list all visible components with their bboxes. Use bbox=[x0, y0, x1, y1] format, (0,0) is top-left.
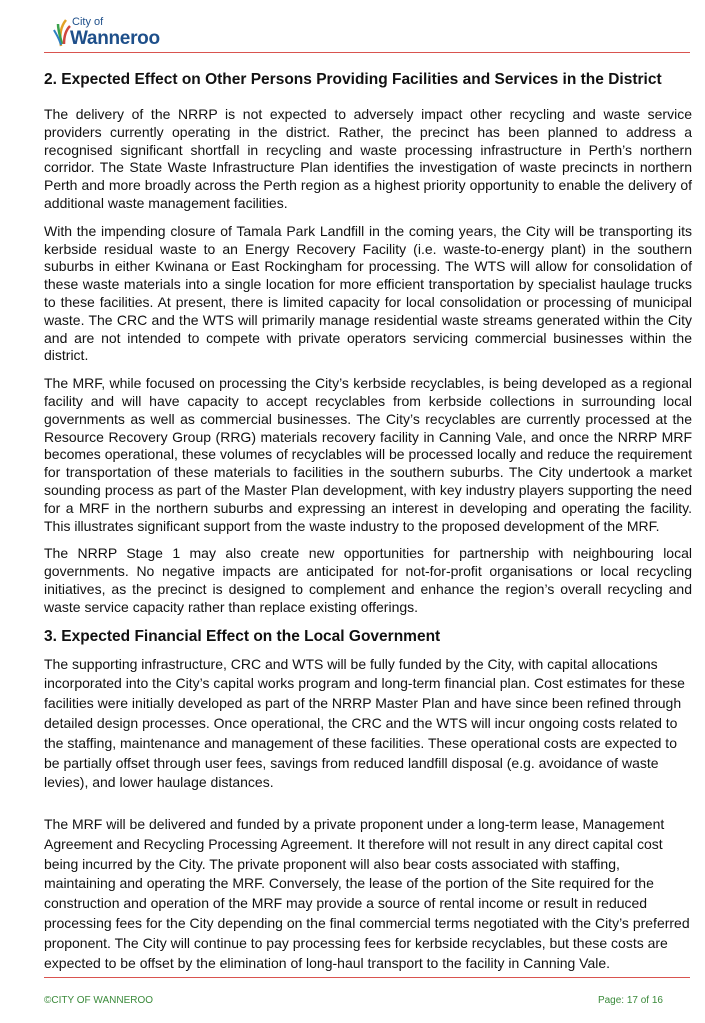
section-3-paragraph-1: The supporting infrastructure, CRC and WTS will be fully funded by the City, with capital allocations incorporated into the City’s capital works program and long-term financial plan. Cost estimates for these facilities were initially developed as part of the NRRP Master Plan and have since been refined through detailed design processes. Once operational, the CRC and the WTS will incur ongoing costs related to the staffing, maintenance and management of these facilities. These operational costs are expected to be partially offset through user fees, savings from reduced landfill disposal (e.g. avoidance of waste levies), and lower haulage distances. bbox=[44, 655, 685, 791]
section-2-paragraph-1: The delivery of the NRRP is not expected to adversely impact other recycling and waste service providers currently operating in the district. Rather, the precinct has been planned to address a recognised significant shortfall in recycling and waste processing infrastructure in Perth’s northern corridor. The State Waste Infrastructure Plan identifies the investigation of waste precincts in northern Perth and more broadly across the Perth region as a highest priority opportunity to enable the delivery of additional waste management facilities. bbox=[44, 106, 692, 211]
logo-text-city-of: City of bbox=[72, 16, 104, 28]
document-body bbox=[44, 70, 692, 973]
section-3-paragraph-2: The MRF will be delivered and funded by a private proponent under a long-term lease, Management Agreement and Recycling Processing Agreement. It therefore will not result in any direct capital cost being incurred by the City. The private proponent will also bear costs associated with staffing, maintaining and operating the MRF. Conversely, the lease of the portion of the Site required for the construction and operation of the MRF may provide a source of rental income or result in reduced processing fees for the City depending on the final commercial terms negotiated with the City’s preferred proponent. The City will continue to pay processing fees for kerbside recyclables, but these costs are expected to be offset by the elimination of long-haul transport to the facility in Canning Vale. bbox=[44, 816, 690, 971]
footer-divider bbox=[44, 977, 690, 978]
city-of-wanneroo-logo bbox=[52, 14, 172, 56]
footer-page-number: Page: 17 of 16 bbox=[597, 995, 663, 1006]
section-2-paragraph-3: The MRF, while focused on processing the City’s kerbside recyclables, is being developed as a regional facility and will have capacity to accept recyclables from kerbside collections in surrounding local governments as well as commercial businesses. The City’s recyclables are currently processed at the Resource Recovery Group (RRG) materials recovery facility in Canning Vale, and once the NRRP MRF becomes operational, these volumes of recyclables will be processed locally and reduce the requirement for transportation of these materials to facilities in the southern suburbs. The City undertook a market sounding process as part of the Master Plan development, with key industry players supporting the need for a MRF in the northern suburbs and expressing an interest in developing and operating the facility. This illustrates significant support from the waste industry to the proposed development of the MRF. bbox=[44, 375, 692, 534]
section-2-heading: 2. Expected Effect on Other Persons Providing Facilities and Services in the District bbox=[44, 71, 662, 88]
section-3-heading: 3. Expected Financial Effect on the Local Government bbox=[44, 627, 441, 645]
footer-copyright: ©CITY OF WANNEROO bbox=[44, 995, 154, 1006]
section-2-paragraph-4: The NRRP Stage 1 may also create new opportunities for partnership with neighbouring local governments. No negative impacts are anticipated for not-for-profit organisations or local recycling initiatives, as the precinct is designed to complement and enhance the region’s overall recycling and waste service capacity rather than replace existing offerings. bbox=[44, 545, 692, 615]
logo-text-wanneroo: Wanneroo bbox=[70, 28, 160, 49]
header-divider bbox=[44, 52, 690, 53]
section-2-paragraph-2: With the impending closure of Tamala Park Landfill in the coming years, the City will be transporting its kerbside residual waste to an Energy Recovery Facility (i.e. waste-to-energy plant) in the southern suburbs in either Kwinana or East Rockingham for processing. The WTS will allow for consolidation of these waste materials into a single location for more efficient transportation by specialist haulage trucks to these facilities. At present, there is limited capacity for local consolidation or processing of municipal waste. The CRC and the WTS will primarily manage residential waste streams generated within the City and are not intended to compete with private operators servicing commercial businesses within the district. bbox=[44, 222, 692, 364]
